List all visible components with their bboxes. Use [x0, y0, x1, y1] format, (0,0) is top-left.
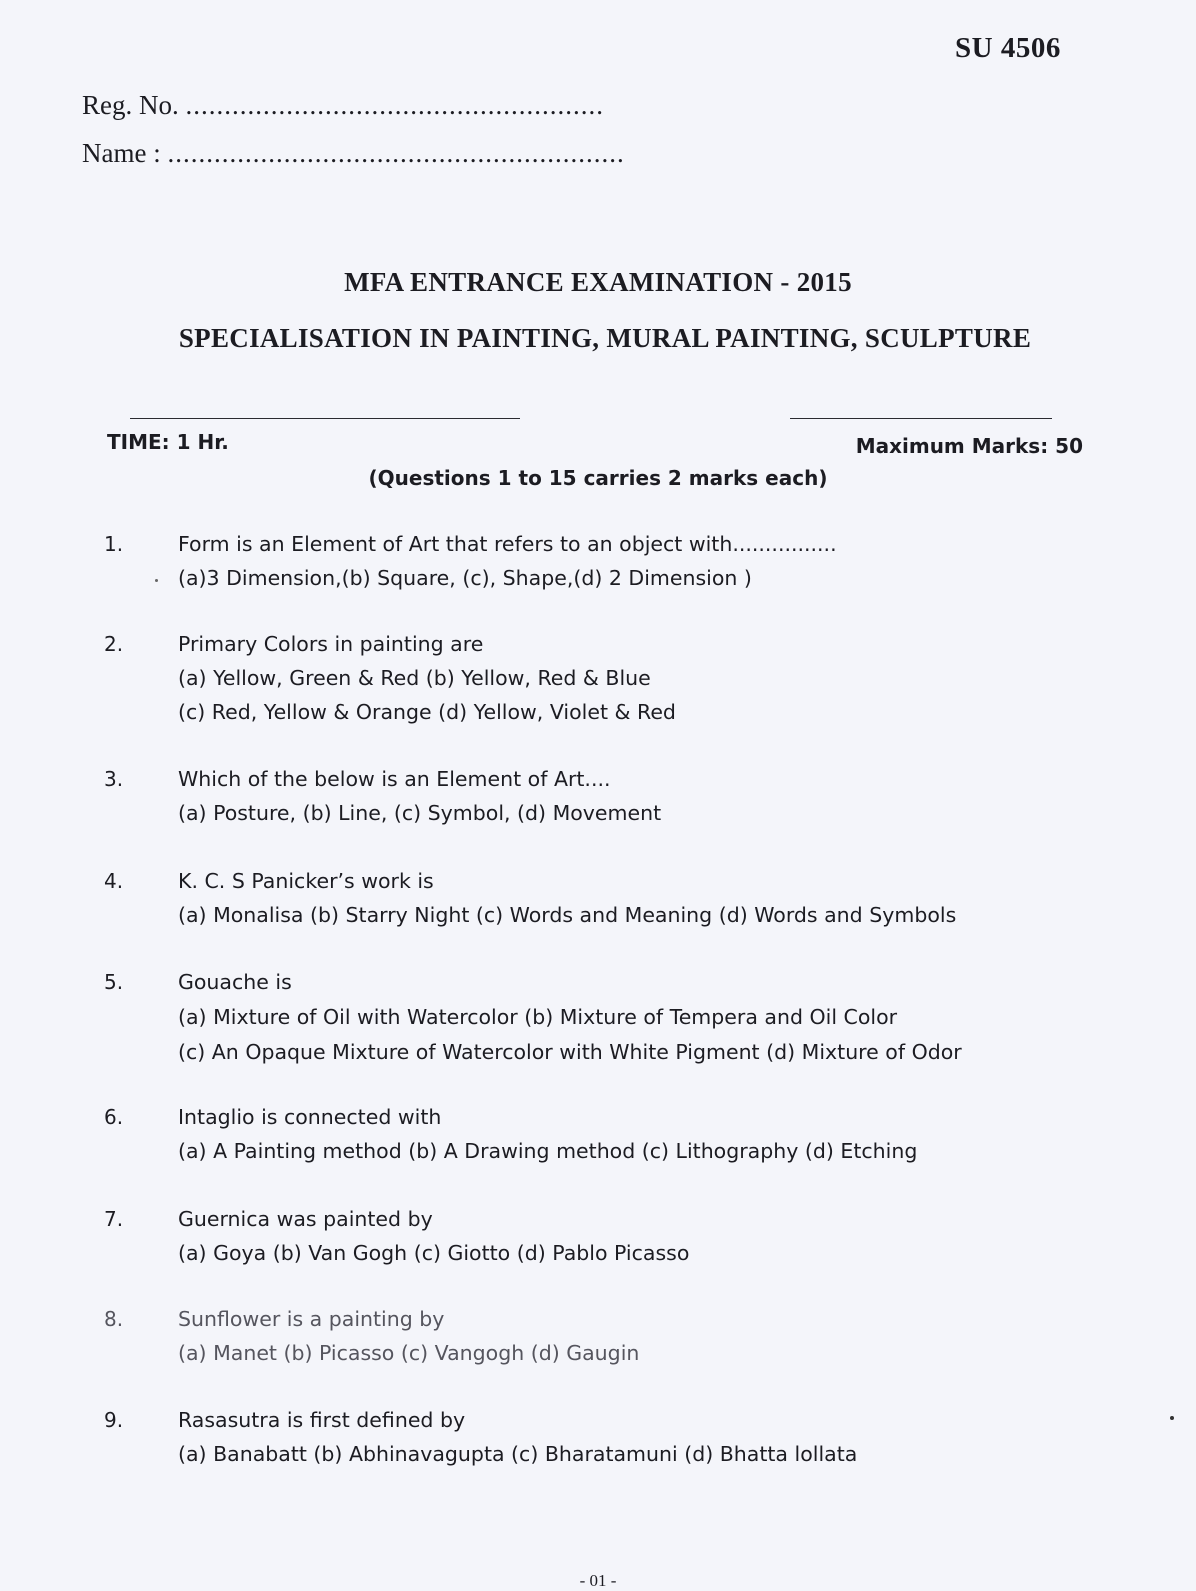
question-number: 7.: [104, 1207, 124, 1231]
name-label: Name :: [82, 138, 161, 168]
question-options: (a) Posture, (b) Line, (c) Symbol, (d) Movement: [178, 801, 662, 825]
name-field: [82, 138, 625, 169]
question-number: 6.: [104, 1105, 124, 1129]
max-marks-label: Maximum Marks: 50: [855, 434, 1083, 458]
paper-code: SU 4506: [955, 32, 1061, 64]
question-text: Gouache is: [178, 970, 292, 994]
divider-left: [130, 418, 520, 419]
reg-no-field: [82, 90, 604, 121]
question-options: (a) Manet (b) Picasso (c) Vangogh (d) Gaugin: [178, 1341, 640, 1365]
question-text: Rasasutra is first defined by: [178, 1408, 466, 1432]
marks-note: (Questions 1 to 15 carries 2 marks each): [368, 466, 828, 490]
question-text: Sunflower is a painting by: [178, 1307, 445, 1331]
question-text: Which of the below is an Element of Art....: [178, 767, 611, 791]
question-text: Intaglio is connected with: [178, 1105, 442, 1129]
reg-no-label: Reg. No.: [82, 90, 179, 120]
scan-speck: [1170, 1416, 1174, 1420]
question-text: Primary Colors in painting are: [178, 632, 484, 656]
question-options: (a) Goya (b) Van Gogh (c) Giotto (d) Pablo Picasso: [178, 1241, 690, 1265]
reg-no-dots: ......................................................: [185, 90, 604, 120]
question-options: (a) A Painting method (b) A Drawing method (c) Lithography (d) Etching: [178, 1139, 918, 1163]
question-options: (c) An Opaque Mixture of Watercolor with White Pigment (d) Mixture of Odor: [178, 1040, 962, 1064]
question-number: 5.: [104, 970, 124, 994]
question-options: (a) Monalisa (b) Starry Night (c) Words and Meaning (d) Words and Symbols: [178, 903, 957, 927]
question-number: 9.: [104, 1408, 124, 1432]
question-text: Guernica was painted by: [178, 1207, 433, 1231]
question-options: (a)3 Dimension,(b) Square, (c), Shape,(d) 2 Dimension ): [178, 566, 752, 590]
time-label: TIME: 1 Hr.: [107, 430, 229, 454]
question-number: 2.: [104, 632, 124, 656]
exam-title: MFA ENTRANCE EXAMINATION - 2015: [344, 267, 852, 297]
question-number: 3.: [104, 767, 124, 791]
question-number: 8.: [104, 1307, 124, 1331]
question-text: Form is an Element of Art that refers to an object with................: [178, 532, 837, 556]
question-number: 4.: [104, 869, 124, 893]
scan-speck: [155, 579, 158, 582]
page-number: - 01 -: [579, 1571, 617, 1590]
question-text: K. C. S Panicker’s work is: [178, 869, 434, 893]
name-dots: ...........................................................: [167, 138, 625, 168]
exam-subtitle: SPECIALISATION IN PAINTING, MURAL PAINTING, SCULPTURE: [178, 323, 1032, 353]
question-options: (a) Banabatt (b) Abhinavagupta (c) Bharatamuni (d) Bhatta lollata: [178, 1442, 858, 1466]
question-options: (a) Mixture of Oil with Watercolor (b) Mixture of Tempera and Oil Color: [178, 1005, 898, 1029]
question-number: 1.: [104, 532, 124, 556]
question-options: (c) Red, Yellow & Orange (d) Yellow, Violet & Red: [178, 700, 676, 724]
divider-right: [790, 418, 1052, 419]
question-options: (a) Yellow, Green & Red (b) Yellow, Red & Blue: [178, 666, 651, 690]
